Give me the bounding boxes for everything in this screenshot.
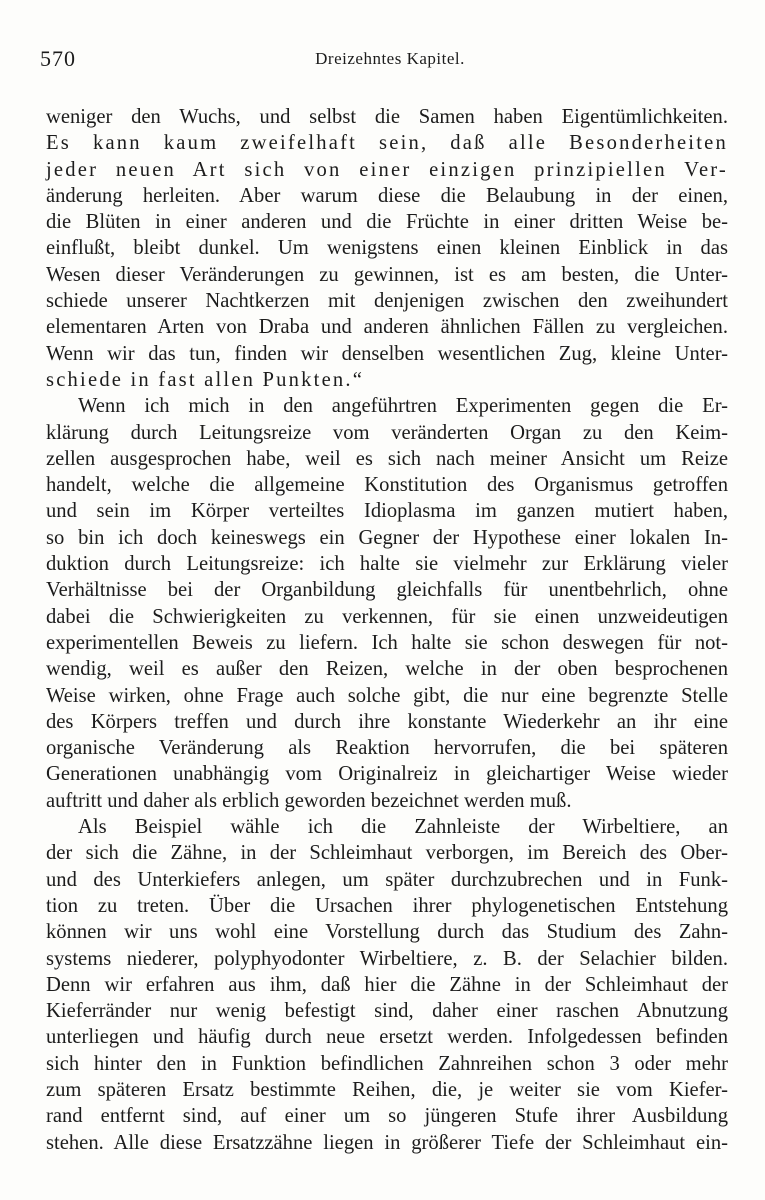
text-line: experimentellen Beweis zu liefern. Ich halte sie schon deswegen für not-: [46, 631, 728, 654]
page-header: [40, 46, 740, 76]
text-line: der sich die Zähne, in der Schleimhaut verborgen, im Bereich des Ober-: [46, 842, 728, 865]
text-line: jeder neuen Art sich von einer einzigen prinzipiellen Ver-: [46, 158, 728, 181]
text-line: und des Unterkiefers anlegen, um später durchzubrechen und in Funk-: [46, 868, 728, 891]
text-line: tion zu treten. Über die Ursachen ihrer phylogenetischen Entstehung: [46, 894, 728, 917]
text-line: sich hinter den in Funktion befindlichen Zahnreihen schon 3 oder mehr: [46, 1052, 728, 1075]
text-line: zum späteren Ersatz bestimmte Reihen, die, je weiter sie vom Kiefer-: [46, 1078, 728, 1101]
text-line: elementaren Arten von Draba und anderen ähnlichen Fällen zu vergleichen.: [46, 316, 728, 339]
running-head: Dreizehntes Kapitel.: [315, 49, 465, 68]
text-line: Generationen unabhängig vom Originalreiz in gleichartiger Weise wieder: [46, 763, 728, 786]
text-line: änderung herleiten. Aber warum diese die Belaubung in der einen,: [46, 184, 728, 207]
text-line: handelt, welche die allgemeine Konstitution des Organismus getroffen: [46, 474, 728, 497]
text-line: so bin ich doch keineswegs ein Gegner der Hypothese einer lokalen In-: [46, 526, 728, 549]
paragraph-1: [46, 104, 728, 393]
text-line: schiede unserer Nachtkerzen mit denjenigen zwischen den zweihundert: [46, 290, 728, 313]
text-line: wendig, weil es außer den Reizen, welche in der oben besprochenen: [46, 658, 728, 681]
text-line: stehen. Alle diese Ersatzzähne liegen in größerer Tiefe der Schleimhaut ein-: [46, 1131, 728, 1154]
text-line: dabei die Schwierigkeiten zu verkennen, für sie einen unzweideutigen: [46, 605, 728, 628]
text-line: auftritt und daher als erblich geworden bezeichnet werden muß.: [46, 789, 572, 812]
text-line: schiede in fast allen Punkten.“: [46, 368, 365, 391]
text-line: zellen ausgesprochen habe, weil es sich nach meiner Ansicht um Reize: [46, 447, 728, 470]
text-line: rand entfernt sind, auf einer um so jüngeren Stufe ihrer Ausbildung: [46, 1105, 728, 1128]
text-line: Wenn wir das tun, finden wir denselben wesentlichen Zug, kleine Unter-: [46, 342, 728, 365]
text-line: Es kann kaum zweifelhaft sein, daß alle Besonderheiten: [46, 132, 728, 155]
text-line: Verhältnisse bei der Organbildung gleichfalls für unentbehrlich, ohne: [46, 579, 728, 602]
text-line: klärung durch Leitungsreize vom veränderten Organ zu den Keim-: [46, 421, 728, 444]
text-line: und sein im Körper verteiltes Idioplasma im ganzen mutiert haben,: [46, 500, 728, 523]
text-line: Weise wirken, ohne Frage auch solche gibt, die nur eine begrenzte Stelle: [46, 684, 728, 707]
text-line: Wesen dieser Veränderungen zu gewinnen, ist es am besten, die Unter-: [46, 263, 728, 286]
text-line: systems niederer, polyphyodonter Wirbeltiere, z. B. der Selachier bilden.: [46, 947, 728, 970]
text-line: weniger den Wuchs, und selbst die Samen haben Eigentümlichkeiten.: [46, 106, 728, 128]
paragraph-3: [46, 814, 728, 1156]
text-line: können wir uns wohl eine Vorstellung durch das Studium des Zahn-: [46, 921, 728, 944]
text-line: organische Veränderung als Reaktion hervorrufen, die bei späteren: [46, 737, 728, 760]
body-text: [46, 104, 728, 1156]
text-line: des Körpers treffen und durch ihre konstante Wiederkehr an ihr eine: [46, 710, 728, 733]
text-line: die Blüten in einer anderen und die Früchte in einer dritten Weise be-: [46, 211, 728, 234]
text-line: Kieferränder nur wenig befestigt sind, daher einer raschen Abnutzung: [46, 1000, 728, 1023]
text-line: duktion durch Leitungsreize: ich halte sie vielmehr zur Erklärung vieler: [46, 553, 728, 576]
page-number: 570: [40, 46, 76, 71]
text-line: Wenn ich mich in den angeführtren Experimenten gegen die Er-: [78, 395, 728, 418]
text-line: Als Beispiel wähle ich die Zahnleiste der Wirbeltiere, an: [78, 816, 728, 839]
text-line: Denn wir erfahren aus ihm, daß hier die Zähne in der Schleimhaut der: [46, 973, 728, 996]
text-line: einflußt, bleibt dunkel. Um wenigstens einen kleinen Einblick in das: [46, 237, 728, 260]
paragraph-2: [46, 393, 728, 814]
text-line: unterliegen und häufig durch neue ersetzt werden. Infolgedessen befinden: [46, 1026, 728, 1049]
